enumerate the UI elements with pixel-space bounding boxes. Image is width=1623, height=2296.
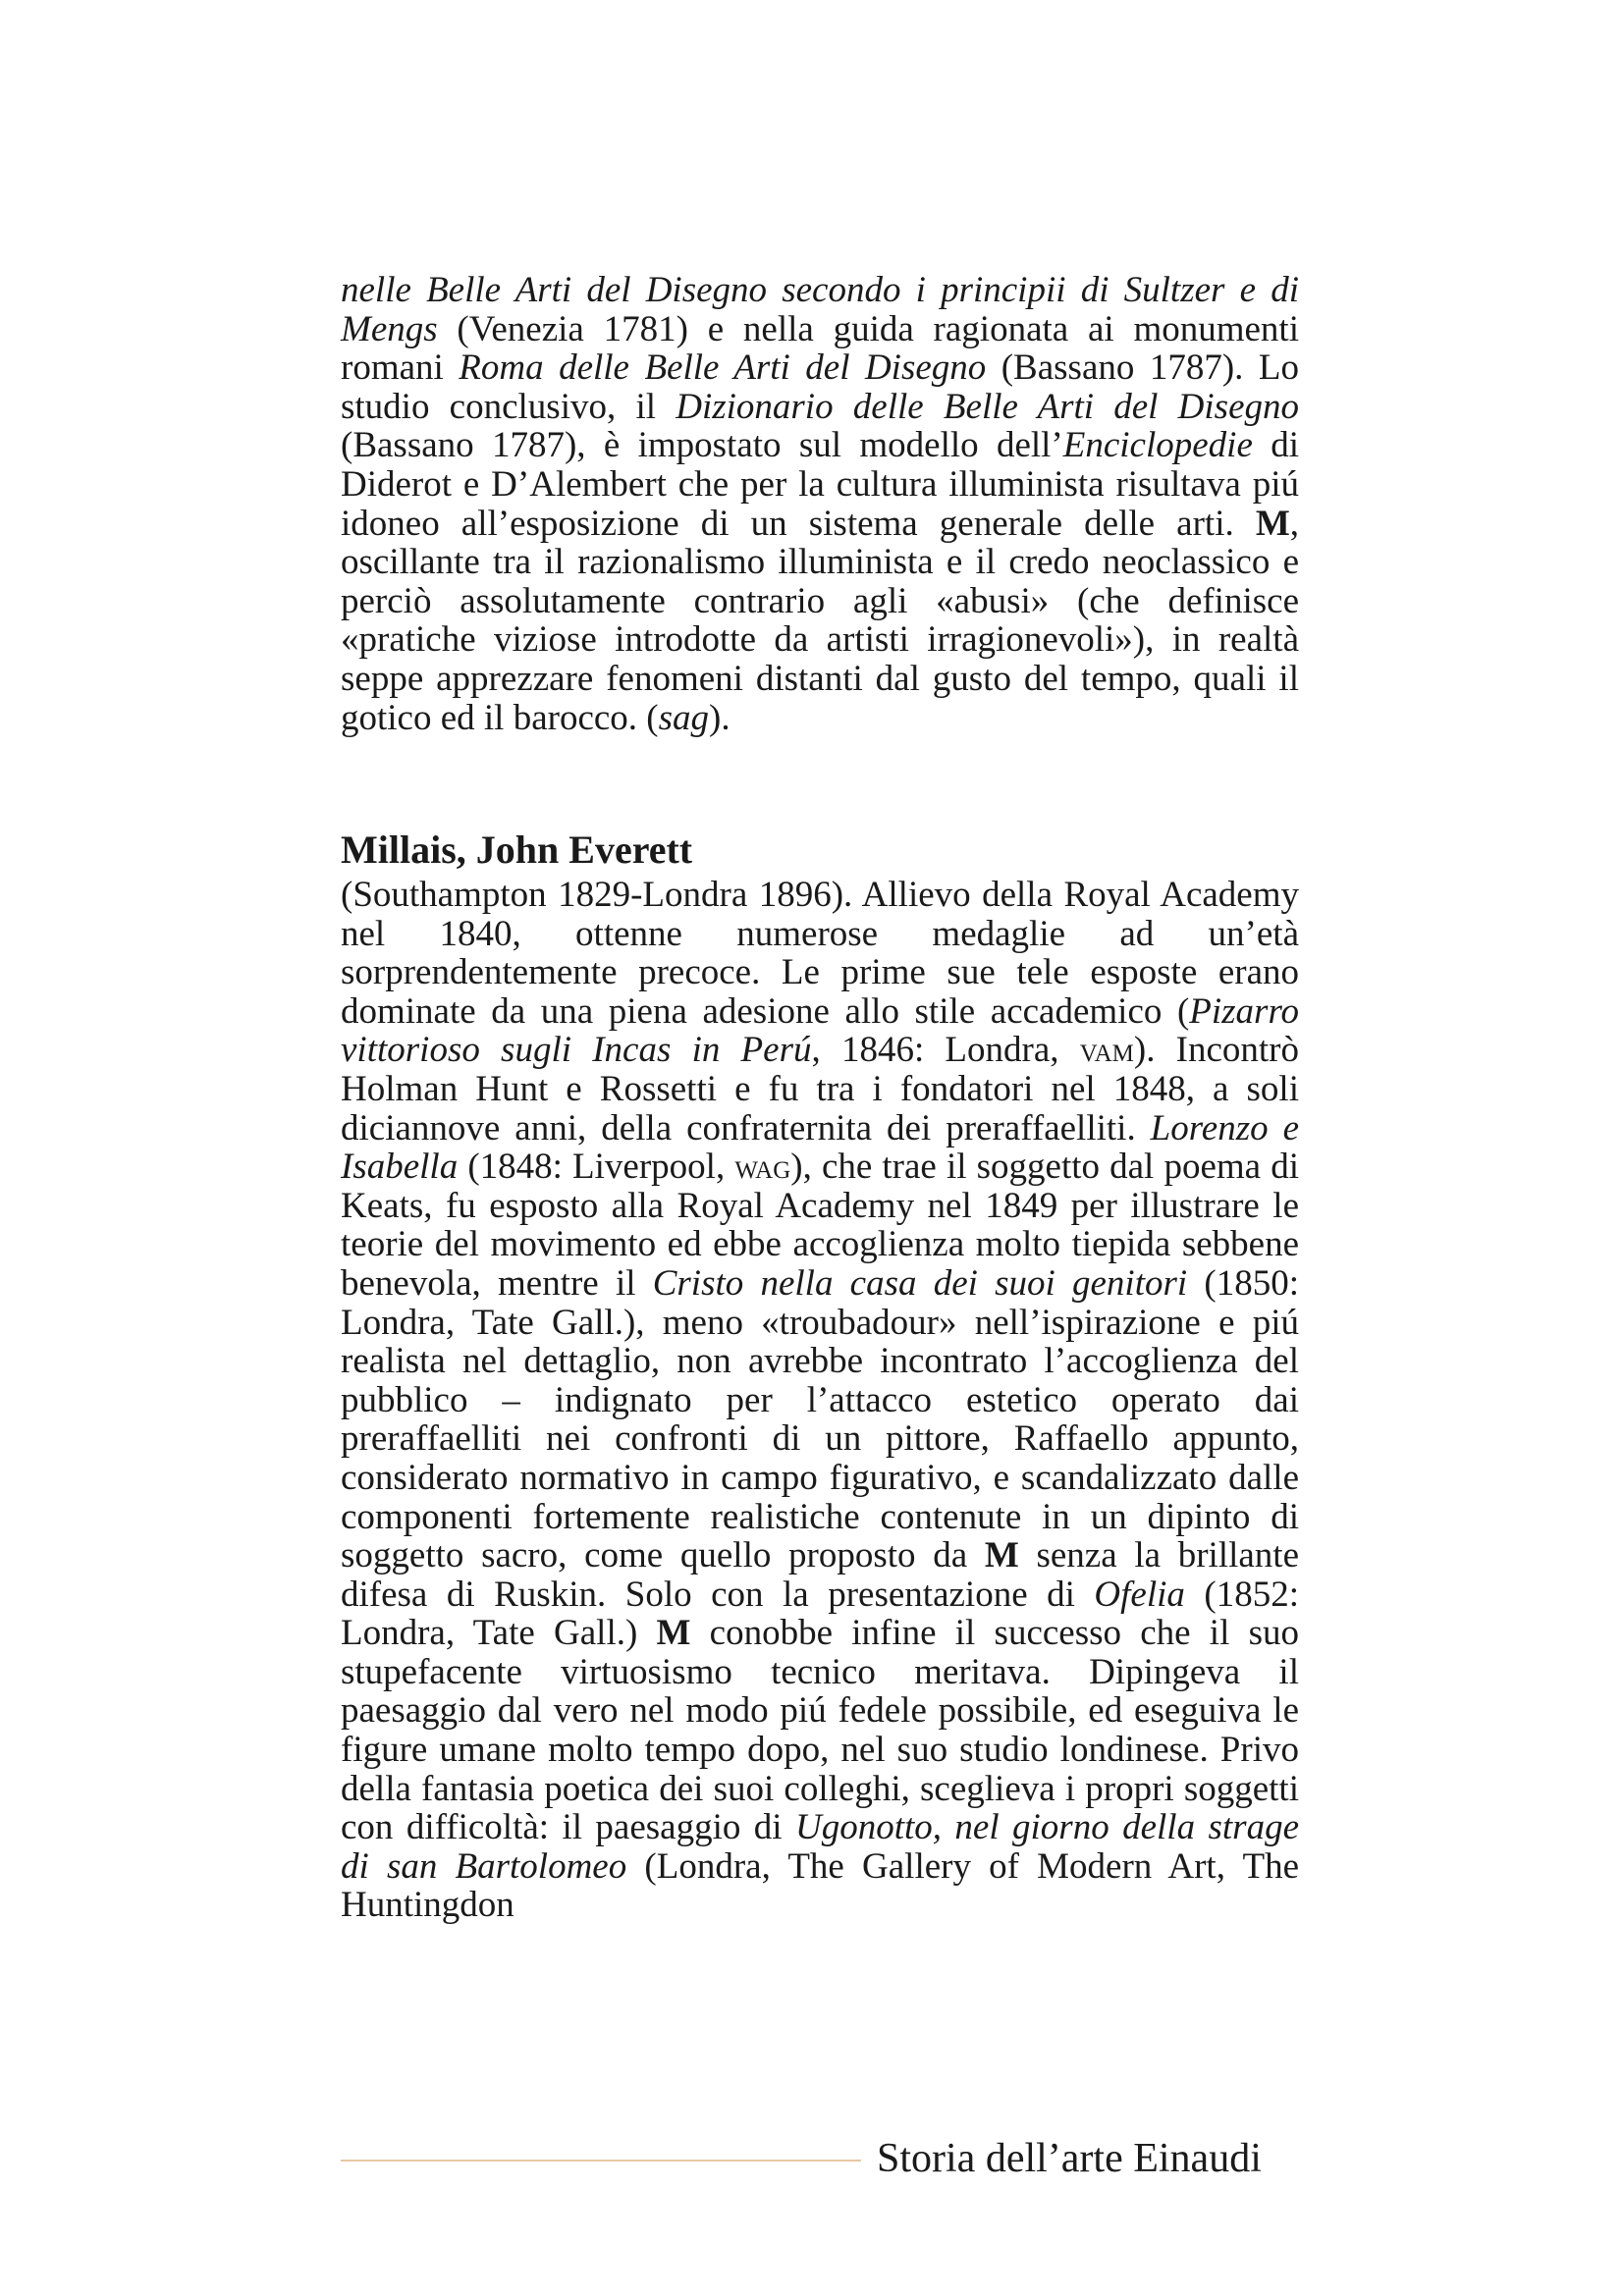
text-run: nelle Belle Arti del Disegno secondo i principii di Sultzer e di Mengs [341,270,1299,349]
text-run: Pizarro vittorioso sugli Incas in Perú [341,990,1299,1071]
text-run: conobbe infine il successo che il suo stupefacente virtuosismo tecnico meritava. Dipingeva il paesaggio dal vero nel modo piú fedele possibile, ed eseguiva le figure umane molto tempo dopo, nel suo studio londinese. Privo della fantasia poetica dei suoi colleghi, sceglieva i propri soggetti con difficoltà: il paesaggio di [341,1613,1299,1848]
text-run: Cristo nella casa dei suoi genitori [652,1262,1188,1304]
text-run: ). [709,697,730,738]
entry-body [341,876,1299,1925]
text-run: M [984,1535,1019,1576]
text-run: Dizionario delle Belle Arti del Disegno [676,386,1299,427]
text-run: Enciclopedie [1062,425,1253,466]
text-run: (Bassano 1787), è impostato sul modello dell’ [341,425,1063,466]
footer-book-title: Storia dell’arte Einaudi [877,2136,1262,2181]
text-run: Ugonotto, nel giorno della strage di san Bartolomeo [341,1807,1299,1887]
text-run: ), che trae il soggetto dal poema di Keats, fu esposto alla Royal Academy nel 1849 per illustrare le teorie del movimento ed ebbe accoglienza molto tiepida sebbene benevola, mentre il [341,1147,1299,1304]
text-run: , oscillante tra il razionalismo illuminista e il credo neoclassico e perciò assolutamente contrario agli «abusi» (che definisce «pratiche viziose introdotte da artisti irragionevoli»), in realtà seppe apprezzare fenomeni distanti dal gusto del tempo, quali il gotico ed il barocco. ( [341,503,1299,738]
paragraph-body [341,271,1299,737]
text-run: Ofelia [1094,1574,1185,1615]
text-run: (1852: Londra, Tate Gall.) [341,1574,1299,1654]
text-run: (Venezia 1781) e nella guida ragionata ai monumenti romani [341,308,1299,389]
continuation-paragraph [341,271,1299,737]
footer-divider [341,2160,861,2162]
text-run: (1848: Liverpool, [458,1147,735,1188]
text-run: (1850: Londra, Tate Gall.), meno «troubadour» nell’ispirazione e piú realista nel dettaglio, non avrebbe incontrato l’accoglienza del pubblico – indignato per l’attacco estetico operato dai preraffaelliti nei confronti di un pittore, Raffaello appunto, considerato normativo in campo figurativo, e scandalizzato dalle componenti fortemente realistiche contenute in un dipinto di soggetto sacro, come quello proposto da [341,1262,1299,1576]
text-run: M [656,1613,691,1654]
text-run: senza la brillante difesa di Ruskin. Solo con la presentazione di [341,1535,1299,1615]
text-run: (Londra, The Gallery of Modern Art, The Huntingdon [341,1845,1299,1926]
entry-title: Millais, John Everett [341,828,693,872]
abbreviation: vam [1079,1031,1134,1070]
text-run: , 1846: Londra, [811,1030,1080,1071]
text-run: M [1255,503,1290,544]
paragraph-body [341,876,1299,1925]
abbreviation: wag [734,1148,791,1187]
text-run: (Southampton 1829-Londra 1896). Allievo della Royal Academy nel 1840, ottenne numerose medaglie ad un’età sorprendentemente precoce. Le prime sue tele esposte erano dominate da una piena adesione allo stile accademico ( [341,875,1299,1032]
text-run: di Diderot e D’Alembert che per la cultura illuminista risultava piú idoneo all’esposizione di un sistema generale delle arti. [341,425,1299,544]
text-run: Roma delle Belle Arti del Disegno [459,347,987,389]
text-run: ). Incontrò Holman Hunt e Rossetti e fu tra i fondatori nel 1848, a soli diciannove anni, della confraternita dei preraffaelliti. [341,1030,1299,1148]
text-run: (Bassano 1787). Lo studio conclusivo, il [341,347,1299,427]
text-run: Lorenzo e Isabella [341,1107,1299,1188]
text-run: sag [658,697,710,738]
